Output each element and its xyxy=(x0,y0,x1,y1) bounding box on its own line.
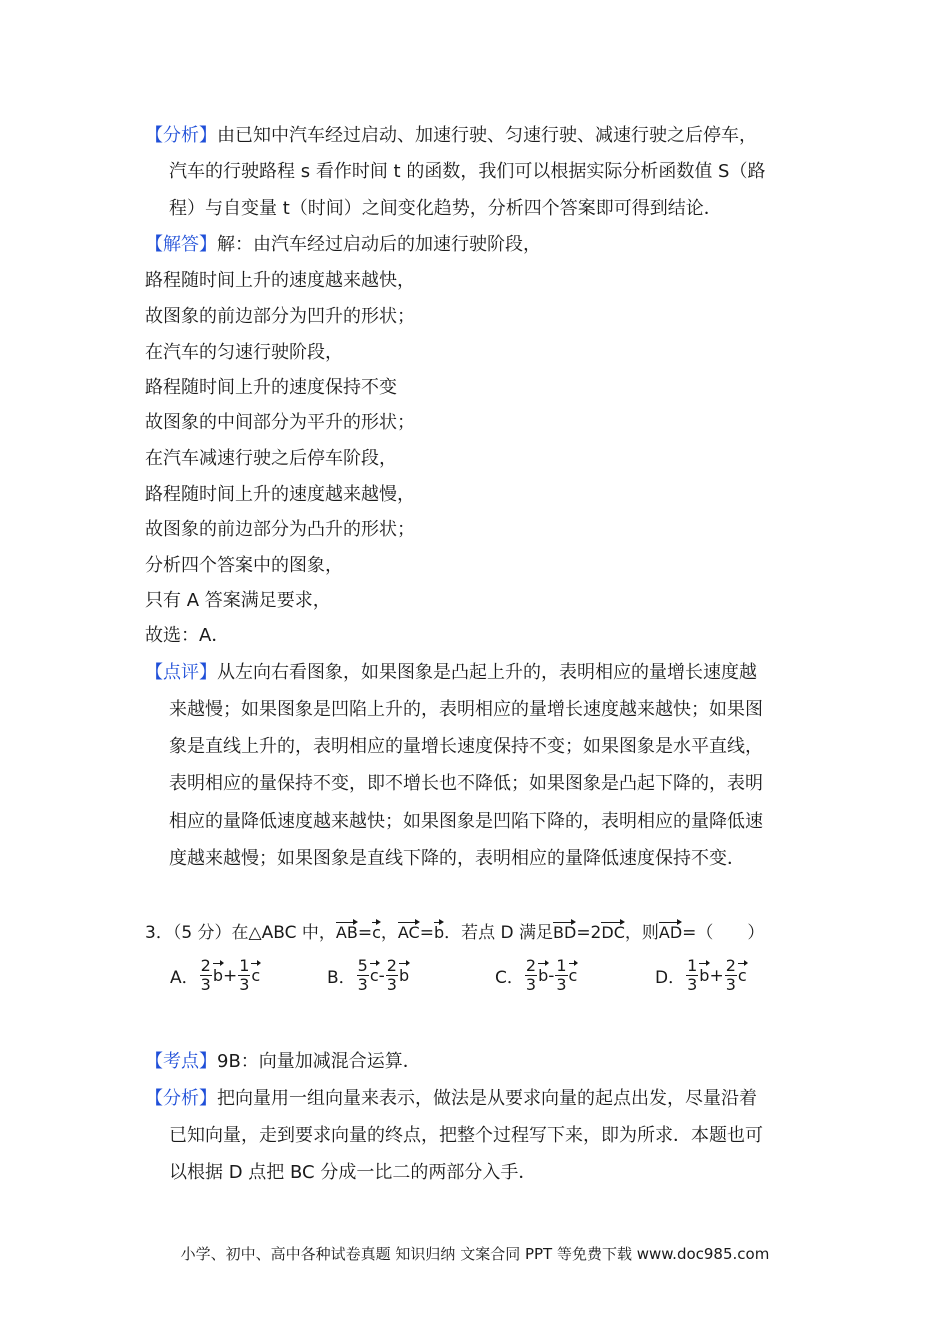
denominator: 3 xyxy=(525,975,537,994)
operator: + xyxy=(222,965,238,986)
keypoint-paragraph xyxy=(145,1050,421,1074)
option-vector: c xyxy=(370,960,379,985)
vector-b: b xyxy=(434,919,444,941)
analysis-line: 把向量用一组向量来表示，做法是从要求向量的起点出发，尽量沿着 xyxy=(217,1088,757,1109)
fraction xyxy=(357,957,369,994)
vector-c: c xyxy=(372,919,381,941)
numerator: 1 xyxy=(239,956,250,975)
numerator: 5 xyxy=(357,956,368,975)
operator: - xyxy=(378,965,385,986)
option-label: D． xyxy=(655,968,686,988)
fraction xyxy=(386,957,398,994)
option-d[interactable] xyxy=(655,957,747,994)
option-vector: b xyxy=(538,960,548,985)
option-vector: c xyxy=(251,960,260,985)
equals-sign: = xyxy=(419,923,434,943)
question-3-then: ，则 xyxy=(624,923,659,943)
option-label: B． xyxy=(327,968,356,988)
option-vector: c xyxy=(738,960,747,985)
answer-line: 故选：A． xyxy=(145,625,230,646)
comma: ， xyxy=(380,923,398,943)
comment-line: 象是直线上升的，表明相应的量增长速度保持不变；如果图象是水平直线， xyxy=(169,736,763,757)
analysis-tag: 【分析】 xyxy=(145,125,217,146)
option-c[interactable] xyxy=(495,957,577,994)
denominator: 3 xyxy=(386,975,397,994)
analysis-line: 汽车的行驶路程 s 看作时间 t 的函数，我们可以根据实际分析函数值 S（路 xyxy=(169,161,766,182)
answer-line: 分析四个答案中的图象， xyxy=(145,555,343,576)
fraction xyxy=(555,957,567,994)
analysis-paragraph xyxy=(145,124,757,148)
option-vector: c xyxy=(569,960,578,985)
vector-dc: DC xyxy=(601,919,625,941)
denominator: 3 xyxy=(556,975,567,994)
comment-line: 度越来越慢；如果图象是直线下降的，表明相应的量降低速度保持不变． xyxy=(169,848,745,869)
option-label: A． xyxy=(170,968,199,988)
answer-line: 故图象的前边部分为凸升的形状； xyxy=(145,519,415,540)
numerator: 2 xyxy=(200,956,211,975)
denominator: 3 xyxy=(200,975,211,994)
denominator: 3 xyxy=(357,975,368,994)
answer-line: 解：由汽车经过启动后的加速行驶阶段， xyxy=(217,234,541,255)
fraction xyxy=(200,957,212,994)
option-b[interactable] xyxy=(327,957,409,994)
answer-line: 只有 A 答案满足要求， xyxy=(145,590,331,611)
denominator: 3 xyxy=(239,975,250,994)
numerator: 2 xyxy=(725,956,736,975)
numerator: 1 xyxy=(556,956,567,975)
denominator: 3 xyxy=(687,975,698,994)
answer-blank: =（ ） xyxy=(682,923,765,943)
keypoint-text: 9B：向量加减混合运算． xyxy=(217,1051,421,1072)
answer-line: 在汽车减速行驶之后停车阶段， xyxy=(145,448,397,469)
comment-line: 相应的量降低速度越来越快；如果图象是凹陷下降的，表明相应的量降低速 xyxy=(169,811,763,832)
vector-ac: AC xyxy=(398,919,420,941)
comment-paragraph xyxy=(145,661,757,685)
fraction xyxy=(725,957,737,994)
comment-tag: 【点评】 xyxy=(145,662,217,683)
equals-two: =2 xyxy=(576,923,602,943)
analysis-paragraph-2 xyxy=(145,1087,757,1111)
option-label: C． xyxy=(495,968,524,988)
vector-ad: AD xyxy=(659,919,682,941)
answer-tag: 【解答】 xyxy=(145,234,217,255)
vector-ab: AB xyxy=(336,919,358,941)
numerator: 2 xyxy=(525,956,537,975)
answer-line: 在汽车的匀速行驶阶段， xyxy=(145,342,343,363)
vector-bd: BD xyxy=(553,919,576,941)
answer-paragraph xyxy=(145,233,541,257)
numerator: 2 xyxy=(386,956,397,975)
comment-line: 来越慢；如果图象是凹陷上升的，表明相应的量增长速度越来越快；如果图 xyxy=(169,699,763,720)
comment-line: 表明相应的量保持不变，即不增长也不降低；如果图象是凸起下降的，表明 xyxy=(169,773,763,794)
comment-line: 从左向右看图象，如果图象是凸起上升的，表明相应的量增长速度越 xyxy=(217,662,757,683)
page-footer: 小学、初中、高中各种试卷真题 知识归纳 文案合同 PPT 等免费下载 www.doc985.com xyxy=(180,1245,770,1263)
analysis-tag: 【分析】 xyxy=(145,1088,217,1109)
answer-line: 故图象的中间部分为平升的形状； xyxy=(145,412,415,433)
keypoint-tag: 【考点】 xyxy=(145,1051,217,1072)
denominator: 3 xyxy=(725,975,736,994)
answer-line: 路程随时间上升的速度越来越快， xyxy=(145,270,415,291)
option-vector: b xyxy=(399,960,409,985)
question-3-prefix: 3．（5 分）在△ABC 中， xyxy=(145,923,336,943)
equals-sign: = xyxy=(357,923,373,943)
analysis-line: 由已知中汽车经过启动、加速行驶、匀速行驶、减速行驶之后停车， xyxy=(217,125,757,146)
numerator: 1 xyxy=(687,956,698,975)
fraction xyxy=(238,957,250,994)
fraction xyxy=(686,957,698,994)
analysis-line: 程）与自变量 t（时间）之间变化趋势，分析四个答案即可得到结论． xyxy=(169,198,722,219)
operator: + xyxy=(709,965,724,986)
analysis-line: 以根据 D 点把 BC 分成一比二的两部分入手． xyxy=(169,1162,537,1183)
option-vector: b xyxy=(213,960,223,985)
option-a[interactable] xyxy=(170,957,260,994)
fraction xyxy=(525,957,537,994)
analysis-line: 已知向量，走到要求向量的终点，把整个过程写下来，即为所求．本题也可 xyxy=(169,1125,763,1146)
operator: - xyxy=(548,965,555,986)
question-3-condition: ．若点 D 满足 xyxy=(444,923,554,943)
question-3-stem xyxy=(145,919,764,945)
answer-line: 故图象的前边部分为凹升的形状； xyxy=(145,306,415,327)
option-vector: b xyxy=(699,960,709,985)
answer-line: 路程随时间上升的速度越来越慢， xyxy=(145,484,415,505)
answer-line: 路程随时间上升的速度保持不变 xyxy=(145,377,397,398)
